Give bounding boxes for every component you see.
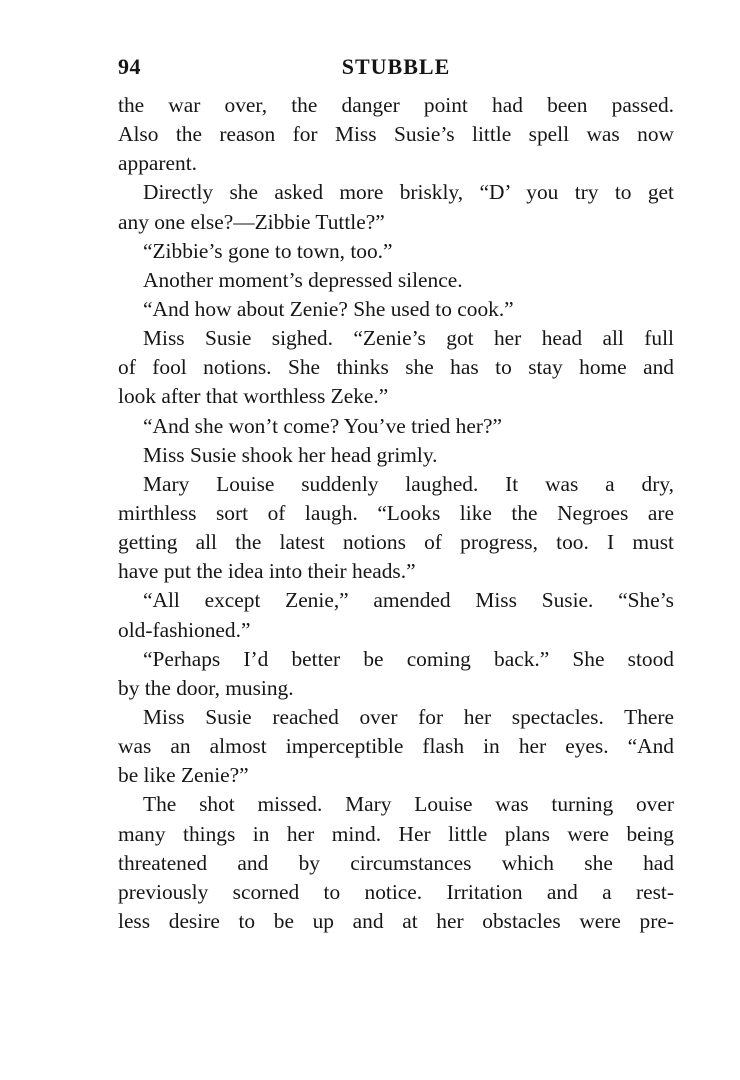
text-line: old-fashioned.” — [118, 617, 251, 642]
page-number: 94 — [118, 54, 141, 79]
text-line: “Perhaps I’d better be coming back.” She stood — [143, 646, 674, 671]
text-line: Miss Susie reached over for her spectacles. There — [143, 704, 674, 729]
text-line: “All except Zenie,” amended Miss Susie. “She’s — [143, 588, 674, 613]
text-line: less desire to be up and at her obstacles were pre- — [118, 908, 674, 933]
text-line: was an almost imperceptible flash in her eyes. “And — [118, 734, 674, 759]
text-line: by the door, musing. — [118, 675, 294, 700]
body-text — [118, 91, 674, 936]
text-line: previously scorned to notice. Irritation and a rest- — [118, 879, 674, 904]
text-line: Miss Susie sighed. “Zenie’s got her head all full — [143, 326, 674, 351]
page-header — [118, 54, 674, 84]
text-line: Miss Susie shook her head grimly. — [143, 442, 438, 467]
text-line: Another moment’s depressed silence. — [143, 267, 463, 292]
text-line: “And how about Zenie? She used to cook.” — [143, 296, 514, 321]
text-line: getting all the latest notions of progress, too. I must — [118, 530, 674, 555]
text-line: any one else?—Zibbie Tuttle?” — [118, 209, 385, 234]
text-line: “Zibbie’s gone to town, too.” — [143, 238, 393, 263]
running-head: STUBBLE — [341, 54, 451, 79]
text-line: Directly she asked more briskly, “D’ you try to get — [143, 180, 674, 205]
text-line: look after that worthless Zeke.” — [118, 384, 389, 409]
text-line: “And she won’t come? You’ve tried her?” — [143, 413, 502, 438]
text-line: of fool notions. She thinks she has to stay home and — [118, 355, 674, 380]
text-line: mirthless sort of laugh. “Looks like the Negroes are — [118, 500, 674, 525]
text-line: the war over, the danger point had been passed. — [118, 93, 674, 117]
text-line: Also the reason for Miss Susie’s little spell was now — [118, 122, 674, 147]
text-line: threatened and by circumstances which she had — [118, 850, 674, 875]
text-line: many things in her mind. Her little plans were being — [118, 821, 674, 846]
text-line: apparent. — [118, 151, 197, 176]
text-line: be like Zenie?” — [118, 763, 249, 788]
text-line: Mary Louise suddenly laughed. It was a dry, — [143, 471, 674, 496]
text-line: The shot missed. Mary Louise was turning over — [143, 792, 674, 817]
text-line: have put the idea into their heads.” — [118, 559, 416, 584]
